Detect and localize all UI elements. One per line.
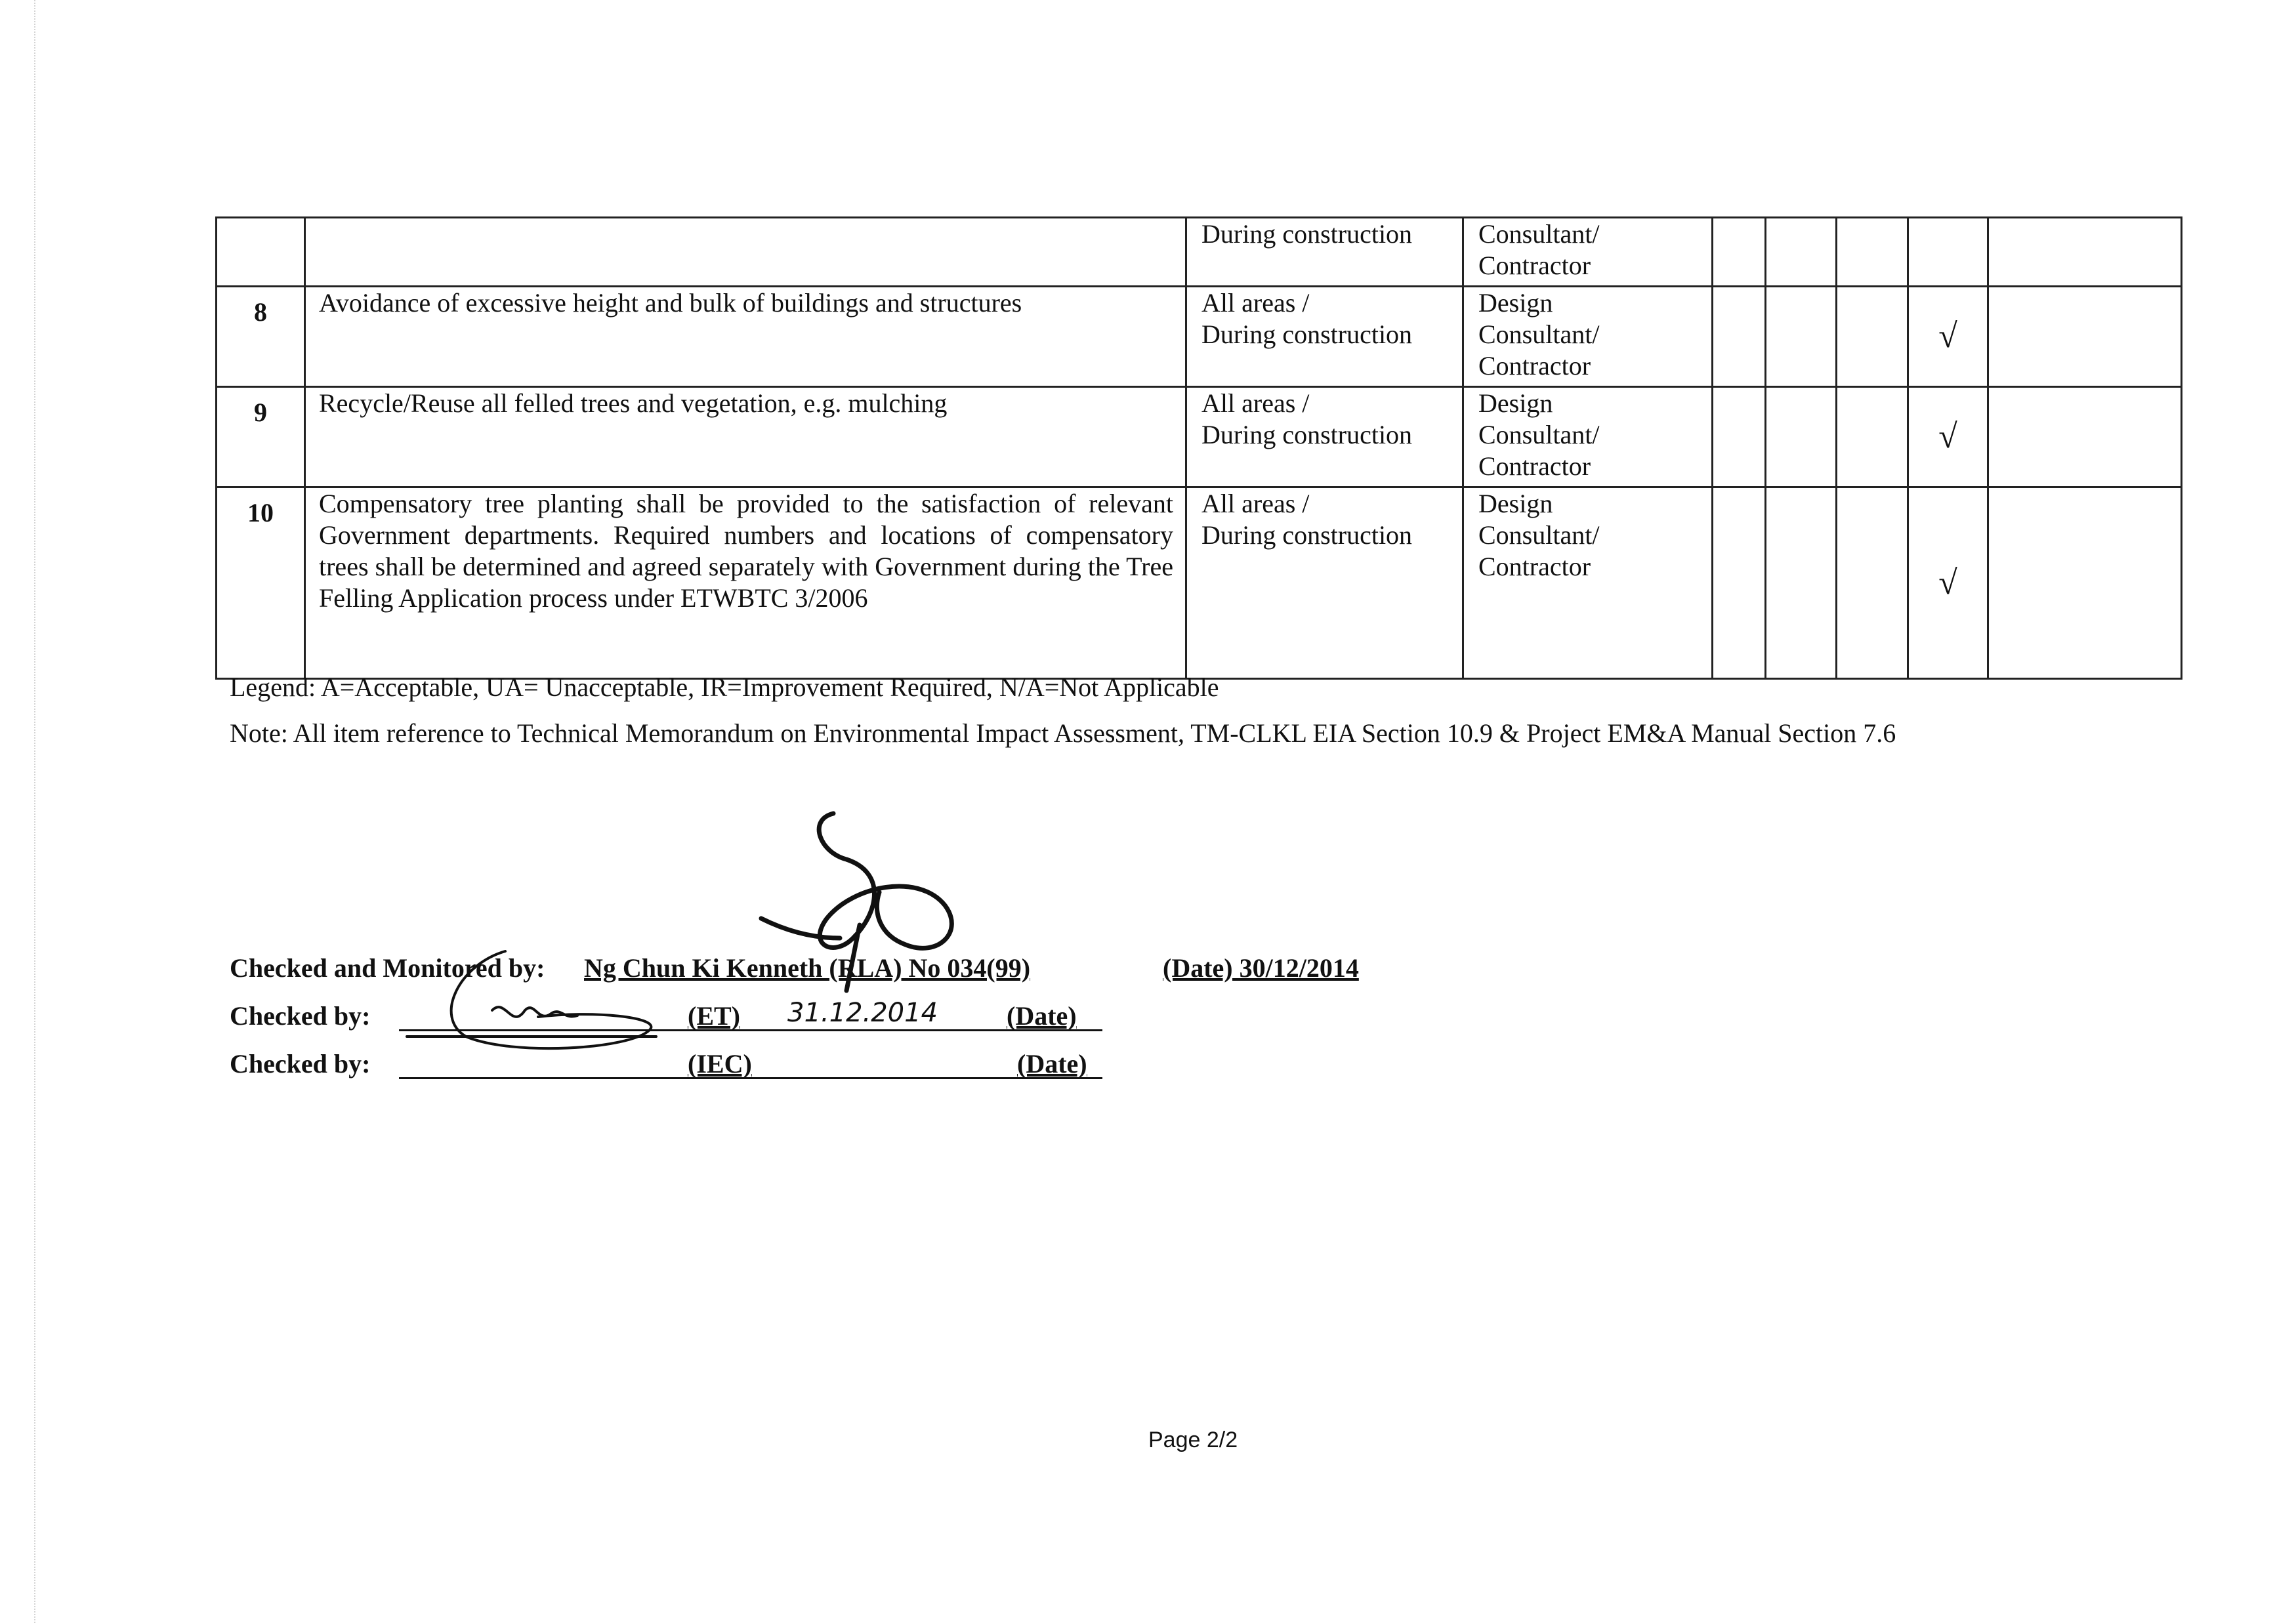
status-cell xyxy=(1713,287,1766,387)
table-row xyxy=(217,387,2182,487)
et-checked-label: Checked by: xyxy=(230,1001,371,1031)
monitor-signature xyxy=(748,800,984,997)
iec-date-label: (Date) xyxy=(1017,1049,1087,1079)
monitored-by-label: Checked and Monitored by: xyxy=(230,953,545,983)
remarks-cell xyxy=(1988,387,2182,487)
scan-edge-marks xyxy=(34,0,35,1623)
item-implementation-agent: Consultant/ Contractor xyxy=(1463,218,1713,287)
table-row xyxy=(217,287,2182,387)
page-number: Page 2/2 xyxy=(1148,1428,1238,1452)
legend-text: Legend: A=Acceptable, UA= Unacceptable, IR=Improvement Required, N/A=Not Applicable xyxy=(230,672,1219,702)
item-number xyxy=(217,218,305,287)
item-implementation-agent: Design Consultant/ Contractor xyxy=(1463,487,1713,679)
item-description: Compensatory tree planting shall be provided to the satisfaction of relevant Government departments. Required numbers and locations of compensatory trees shall be determined and agreed separately with Government during the Tree Felling Application process under ETWBTC 3/2006 xyxy=(305,487,1186,679)
monitor-date: (Date) 30/12/2014 xyxy=(1163,953,1359,983)
item-number: 8 xyxy=(217,287,305,387)
status-cell xyxy=(1766,387,1837,487)
checkmark xyxy=(1908,218,1988,287)
et-handwritten-date: 31.12.2014 xyxy=(787,998,938,1028)
checkmark: √ xyxy=(1908,287,1988,387)
status-cell xyxy=(1837,487,1908,679)
item-implementation-agent: Design Consultant/ Contractor xyxy=(1463,387,1713,487)
table-row xyxy=(217,218,2182,287)
item-number: 9 xyxy=(217,387,305,487)
remarks-cell xyxy=(1988,287,2182,387)
item-location: All areas / During construction xyxy=(1186,387,1463,487)
status-cell xyxy=(1837,218,1908,287)
note-text: Note: All item reference to Technical Memorandum on Environmental Impact Assessment, TM-CLKL EIA Section 10.9 & Project EM&A Manual Section 7.6 xyxy=(230,718,1896,748)
status-cell xyxy=(1766,287,1837,387)
remarks-cell xyxy=(1988,218,2182,287)
item-description xyxy=(305,218,1186,287)
monitor-name: Ng Chun Ki Kenneth (RLA) No 034(99) xyxy=(584,953,1031,983)
et-signature xyxy=(394,938,669,1063)
status-cell xyxy=(1837,387,1908,487)
iec-role: (IEC) xyxy=(688,1049,752,1079)
status-cell xyxy=(1837,287,1908,387)
item-description: Recycle/Reuse all felled trees and vegetation, e.g. mulching xyxy=(305,387,1186,487)
item-description: Avoidance of excessive height and bulk of buildings and structures xyxy=(305,287,1186,387)
status-cell xyxy=(1713,487,1766,679)
et-role: (ET) xyxy=(688,1001,740,1031)
status-cell xyxy=(1766,218,1837,287)
item-implementation-agent: Design Consultant/ Contractor xyxy=(1463,287,1713,387)
item-location: All areas / During construction xyxy=(1186,287,1463,387)
item-location: All areas / During construction xyxy=(1186,487,1463,679)
checkmark: √ xyxy=(1908,387,1988,487)
table-row xyxy=(217,487,2182,679)
checkmark: √ xyxy=(1908,487,1988,679)
item-number: 10 xyxy=(217,487,305,679)
remarks-cell xyxy=(1988,487,2182,679)
status-cell xyxy=(1766,487,1837,679)
iec-checked-label: Checked by: xyxy=(230,1049,371,1079)
status-cell xyxy=(1713,218,1766,287)
mitigation-checklist-table xyxy=(215,216,2182,680)
item-location: During construction xyxy=(1186,218,1463,287)
status-cell xyxy=(1713,387,1766,487)
et-date-label: (Date) xyxy=(1007,1001,1077,1031)
